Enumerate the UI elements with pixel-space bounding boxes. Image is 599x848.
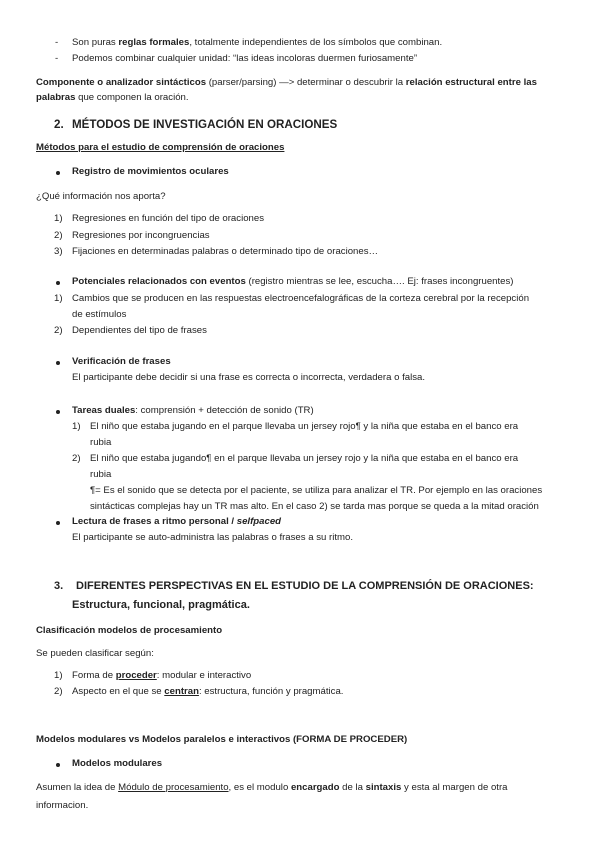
intro-dash-2: Podemos combinar cualquier unidad: “las ideas incoloras duermen furiosamente”: [72, 53, 418, 64]
note-text: sintácticas complejas hay un TR mas alto. En el caso 2) se tarda mas porque se queda a la mitad oración: [90, 501, 539, 512]
list-number: 2): [54, 230, 63, 241]
section-3-title-line-2: Estructura, funcional, pragmática.: [72, 599, 250, 611]
underline-text: Módulo de procesamiento: [118, 782, 229, 793]
text: y esta al margen de otra: [401, 782, 508, 793]
modelos-heading: Modelos modulares vs Modelos paralelos e interactivos (FORMA DE PROCEDER): [36, 734, 408, 745]
bullet-icon: [56, 763, 60, 767]
intro-dash-1: [72, 37, 442, 49]
section-3-number: 3.: [54, 580, 64, 592]
parser-line-2: [36, 92, 189, 104]
list-number: 1): [54, 213, 63, 224]
asumen-text: [36, 782, 507, 794]
bold-underline-text: proceder: [115, 670, 157, 681]
bold-text: Potenciales relacionados con eventos: [72, 276, 246, 287]
list-item: Regresiones por incongruencias: [72, 230, 210, 241]
duales-heading: [72, 405, 314, 417]
clasificacion-intro: Se pueden clasificar según:: [36, 648, 154, 659]
bold-text: Componente o analizador sintácticos: [36, 77, 207, 88]
list-number: 2): [54, 325, 63, 336]
lectura-text: El participante se auto-administra las palabras o frases a su ritmo.: [72, 532, 354, 543]
text: : estructura, función y pragmática.: [198, 686, 344, 697]
text: Aspecto en el que se: [72, 686, 165, 697]
bullet-icon: [56, 281, 60, 285]
bold-text: Lectura de frases a ritmo personal /: [72, 516, 237, 527]
text: de la: [339, 782, 366, 793]
bold-text: reglas formales: [118, 37, 190, 48]
question-text: ¿Qué información nos aporta?: [36, 191, 166, 202]
bold-text: relación estructural entre las: [405, 77, 537, 88]
bold-underline-text: centran: [164, 686, 199, 697]
text: (registro mientras se lee, escucha…. Ej: frases incongruentes): [245, 276, 514, 287]
bold-text: encargado: [290, 782, 340, 793]
parser-line-1: [36, 77, 537, 89]
list-item-cont: rubia: [90, 469, 112, 480]
asumen-text-cont: informacion.: [36, 800, 89, 811]
text: , totalmente independientes de los símbolos que combinan.: [189, 37, 443, 48]
bold-text: palabras: [36, 92, 76, 103]
list-item: Fijaciones en determinadas palabras o determinado tipo de oraciones…: [72, 246, 379, 257]
modulares-heading: Modelos modulares: [72, 758, 163, 769]
list-number: 2): [54, 686, 63, 697]
text: : comprensión + detección de sonido (TR): [135, 405, 314, 416]
lectura-heading: [72, 516, 281, 528]
list-number: 1): [54, 670, 63, 681]
section-2-subtitle: Métodos para el estudio de comprensión de oraciones: [36, 142, 285, 153]
list-item: Regresiones en función del tipo de oraciones: [72, 213, 265, 224]
list-item: Dependientes del tipo de frases: [72, 325, 207, 336]
dash-marker: -: [55, 53, 59, 64]
section-2-title: MÉTODOS DE INVESTIGACIÓN EN ORACIONES: [72, 118, 338, 131]
note-text: ¶= Es el sonido que se detecta por el paciente, se utiliza para analizar el TR. Por ejemplo en las oraciones: [90, 485, 543, 496]
bold-text: Tareas duales: [72, 405, 136, 416]
bullet-icon: [56, 410, 60, 414]
list-number: 2): [72, 453, 81, 464]
text: Asumen la idea de: [36, 782, 119, 793]
bold-text: sintaxis: [365, 782, 402, 793]
list-item: El niño que estaba jugando¶ en el parque llevaba un jersey rojo y la niña que estaba en el banco era: [90, 453, 519, 464]
text: Forma de: [72, 670, 116, 681]
text: (parser/parsing) —> determinar o descubrir la: [206, 77, 406, 88]
text: Son puras: [72, 37, 119, 48]
list-item: [72, 686, 343, 698]
italic-text: selfpaced: [236, 516, 282, 527]
list-item: El niño que estaba jugando en el parque llevaba un jersey rojo¶ y la niña que estaba en el banco era: [90, 421, 519, 432]
dash-marker: -: [55, 37, 59, 48]
list-number: 1): [54, 293, 63, 304]
list-item: [72, 670, 251, 682]
clasificacion-heading: Clasificación modelos de procesamiento: [36, 625, 223, 636]
list-item-cont: de estímulos: [72, 309, 127, 320]
list-item-cont: rubia: [90, 437, 112, 448]
text: que componen la oración.: [75, 92, 189, 103]
bullet-icon: [56, 361, 60, 365]
list-number: 3): [54, 246, 63, 257]
text: , es el modulo: [228, 782, 291, 793]
section-3-title: DIFERENTES PERSPECTIVAS EN EL ESTUDIO DE LA COMPRENSIÓN DE ORACIONES:: [76, 580, 534, 592]
bullet-icon: [56, 521, 60, 525]
section-2-number: 2.: [54, 118, 64, 131]
verificacion-text: El participante debe decidir si una frase es correcta o incorrecta, verdadera o falsa.: [72, 372, 426, 383]
potenciales-heading: [72, 276, 514, 288]
ocular-heading: Registro de movimientos oculares: [72, 166, 229, 177]
bullet-icon: [56, 171, 60, 175]
list-number: 1): [72, 421, 81, 432]
verificacion-heading: Verificación de frases: [72, 356, 171, 367]
list-item: Cambios que se producen en las respuestas electroencefalográficas de la corteza cerebral por la recepción: [72, 293, 530, 304]
text: : modular e interactivo: [156, 670, 252, 681]
